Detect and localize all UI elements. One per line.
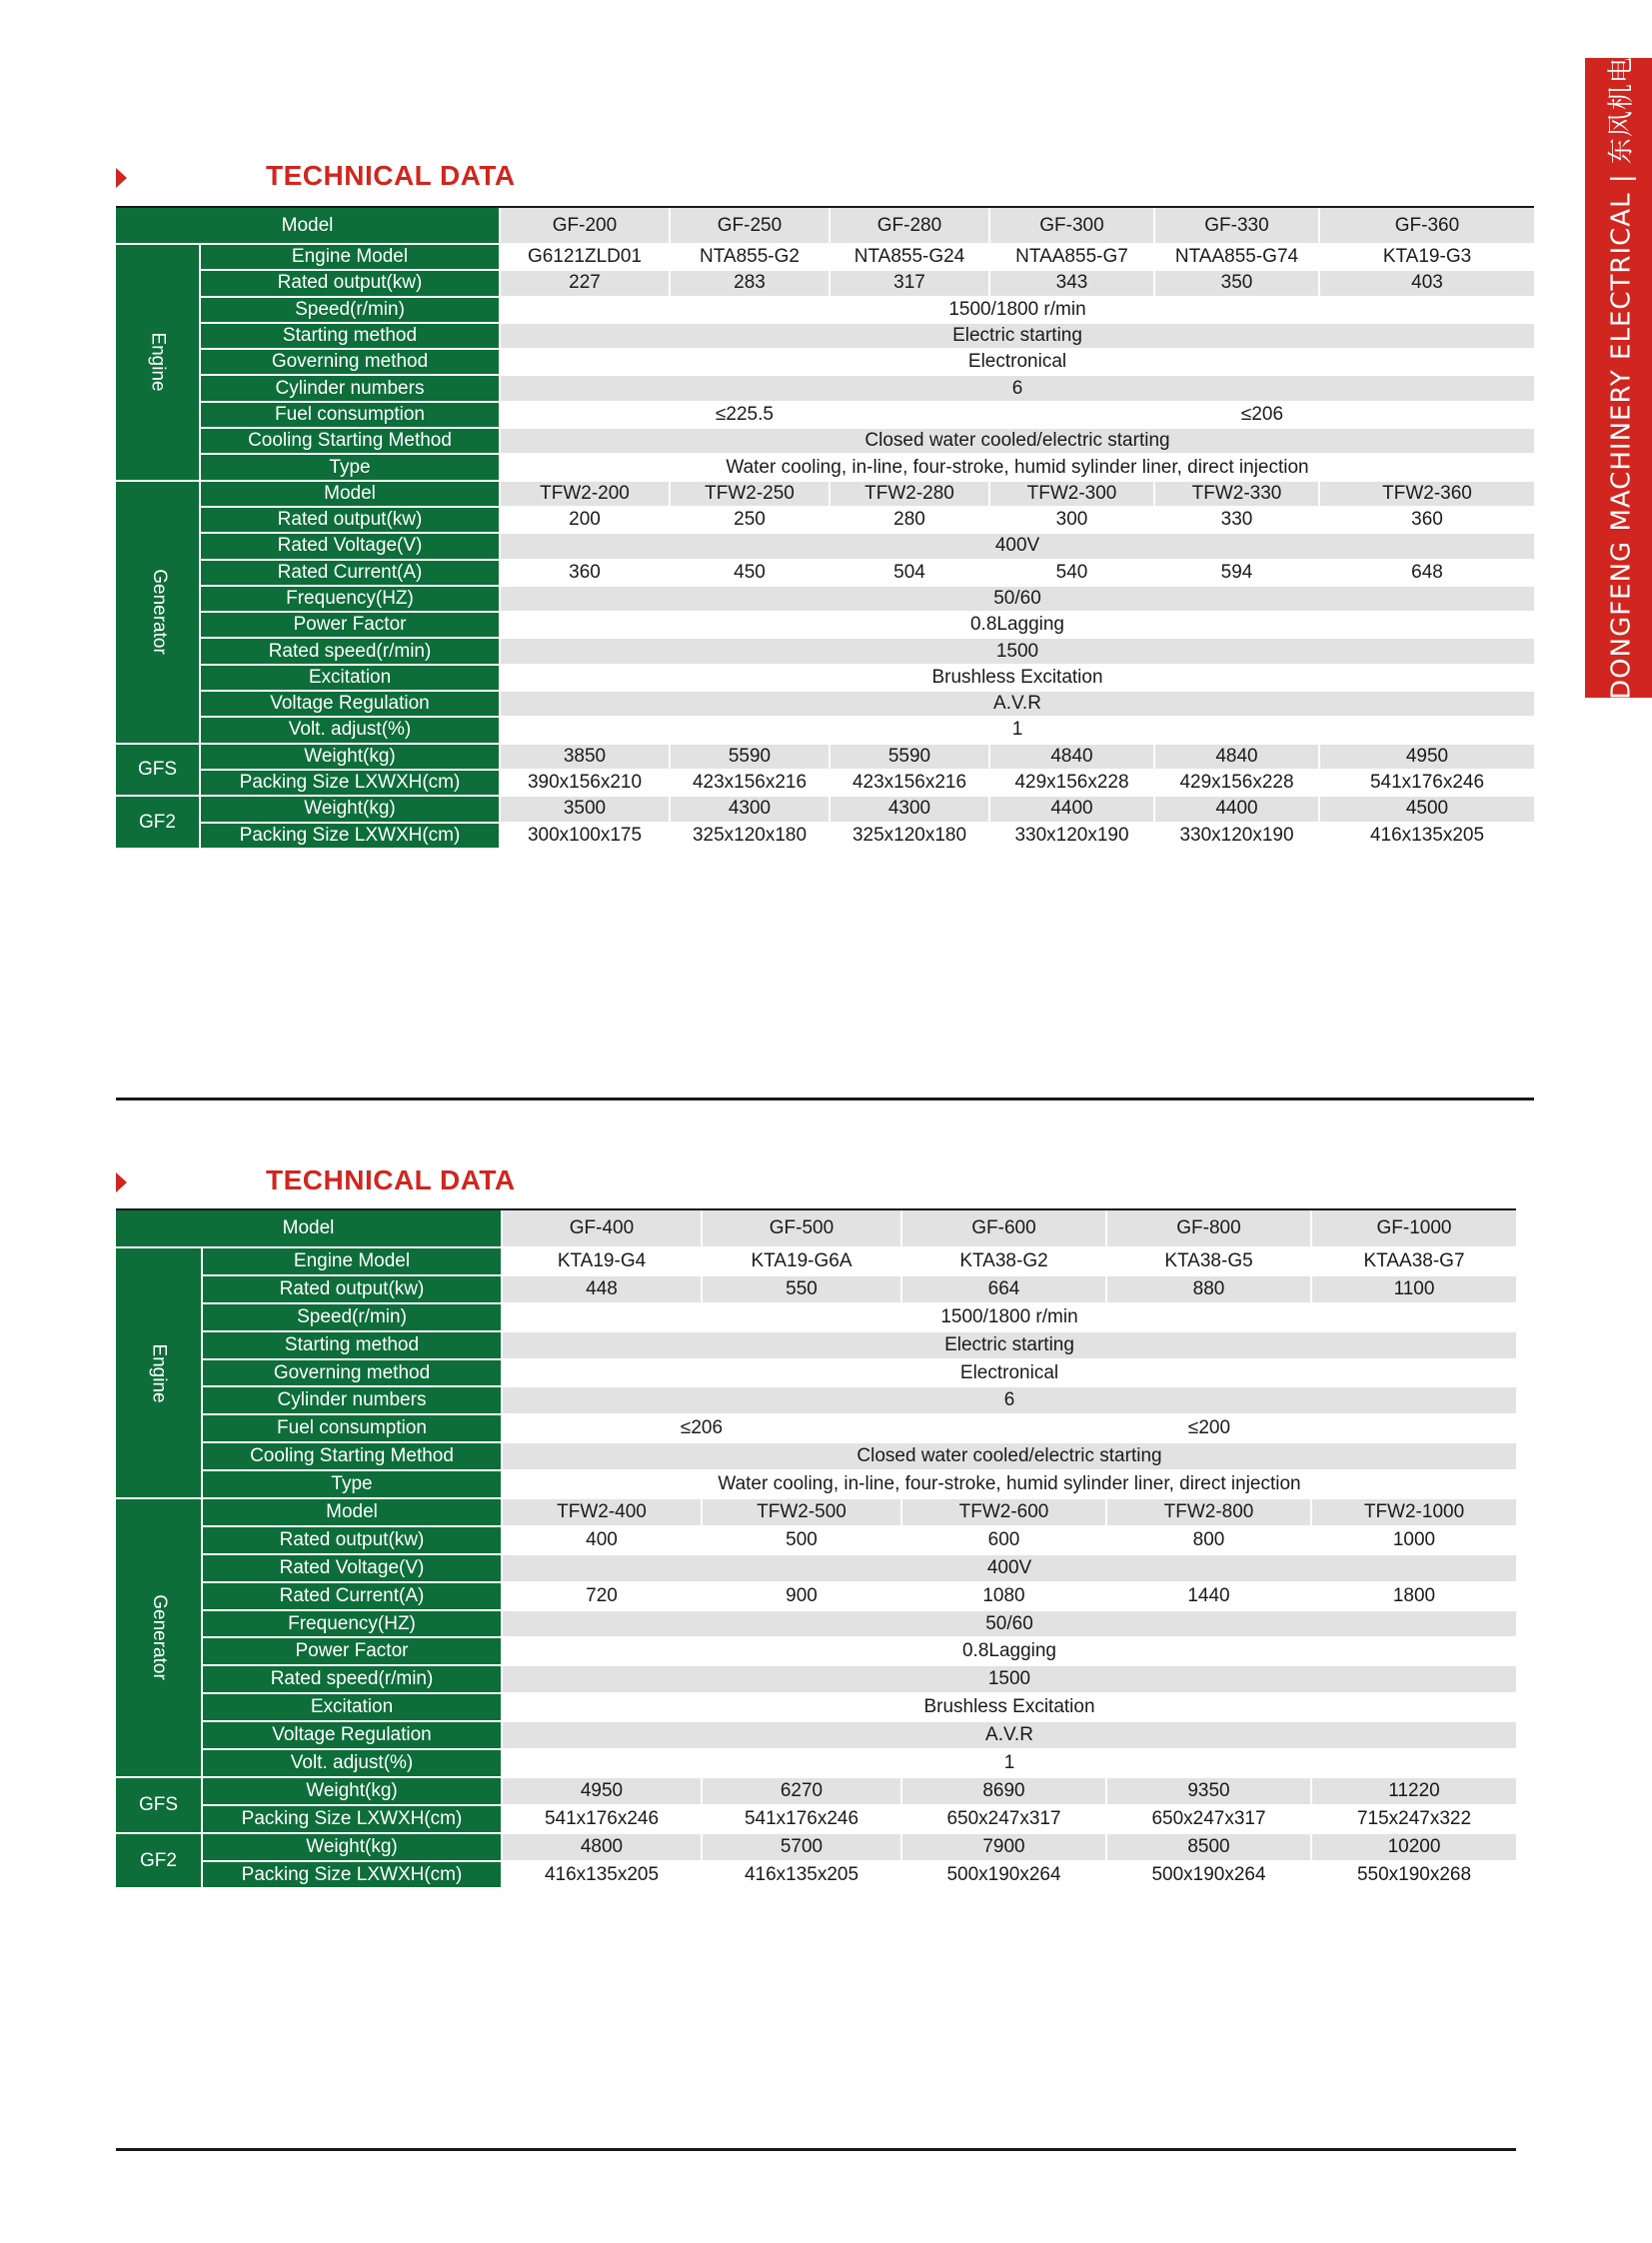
value-cell: 664 — [901, 1275, 1106, 1303]
value-cell: KTA19-G4 — [502, 1247, 702, 1275]
value-cell: 720 — [502, 1582, 702, 1610]
merged-value-cell: Electronical — [500, 349, 1534, 375]
row-label-model: Model — [200, 481, 500, 507]
table-row — [116, 297, 1534, 323]
value-cell: 550 — [702, 1275, 901, 1303]
table-row — [116, 402, 1534, 428]
value-cell: 1440 — [1106, 1582, 1311, 1610]
row-label-packing-size-lxwxh-cm: Packing Size LXWXH(cm) — [202, 1805, 502, 1833]
table-row — [116, 1498, 1516, 1526]
value-cell: 800 — [1106, 1526, 1311, 1554]
value-cell: 1800 — [1311, 1582, 1516, 1610]
side-tab — [1585, 58, 1652, 698]
value-cell: 330x120x190 — [989, 823, 1154, 849]
value-cell: 416x135x205 — [1319, 823, 1534, 849]
row-label-governing-method: Governing method — [202, 1359, 502, 1387]
value-cell: TFW2-800 — [1106, 1498, 1311, 1526]
value-cell: 429x156x228 — [1154, 770, 1319, 796]
merged-value-cell: ≤200 — [901, 1414, 1516, 1442]
value-cell: 4400 — [1154, 796, 1319, 822]
table-row — [116, 1331, 1516, 1359]
table-row — [116, 1665, 1516, 1693]
table-row — [116, 244, 1534, 270]
group-label-engine — [116, 1247, 202, 1498]
value-cell: 594 — [1154, 560, 1319, 586]
value-cell: 360 — [500, 560, 670, 586]
table-row — [116, 1554, 1516, 1582]
merged-value-cell: ≤206 — [989, 402, 1534, 428]
value-cell: 423x156x216 — [829, 770, 989, 796]
value-cell: 390x156x210 — [500, 770, 670, 796]
row-label-model: Model — [202, 1498, 502, 1526]
value-cell: 5700 — [702, 1833, 901, 1861]
row-label-voltage-regulation: Voltage Regulation — [202, 1721, 502, 1749]
value-cell: 4400 — [989, 796, 1154, 822]
table-row — [116, 744, 1534, 770]
row-label-rated-speed-r-min: Rated speed(r/min) — [200, 638, 500, 664]
table-row — [116, 1470, 1516, 1498]
merged-value-cell: Brushless Excitation — [500, 665, 1534, 691]
value-cell: 541x176x246 — [702, 1805, 901, 1833]
model-name-cell: GF-600 — [901, 1210, 1106, 1247]
value-cell: 11220 — [1311, 1777, 1516, 1805]
merged-value-cell: 1500/1800 r/min — [500, 297, 1534, 323]
row-label-power-factor: Power Factor — [202, 1637, 502, 1665]
value-cell: 325x120x180 — [829, 823, 989, 849]
value-cell: 650x247x317 — [901, 1805, 1106, 1833]
value-cell: TFW2-1000 — [1311, 1498, 1516, 1526]
value-cell: 416x135x205 — [502, 1861, 702, 1889]
row-label-rated-output-kw: Rated output(kw) — [202, 1275, 502, 1303]
row-label-weight-kg: Weight(kg) — [202, 1833, 502, 1861]
table-row — [116, 1833, 1516, 1861]
value-cell: 4800 — [502, 1833, 702, 1861]
merged-value-cell: Closed water cooled/electric starting — [500, 428, 1534, 454]
value-cell: TFW2-200 — [500, 481, 670, 507]
model-header-row — [116, 208, 1534, 244]
value-cell: 541x176x246 — [1319, 770, 1534, 796]
value-cell: 4840 — [989, 744, 1154, 770]
model-name-cell: GF-800 — [1106, 1210, 1311, 1247]
value-cell: 448 — [502, 1275, 702, 1303]
row-label-type: Type — [202, 1470, 502, 1498]
row-label-type: Type — [200, 454, 500, 480]
row-label-rated-output-kw: Rated output(kw) — [200, 507, 500, 533]
group-label-gf2 — [116, 1833, 202, 1889]
value-cell: 227 — [500, 270, 670, 296]
row-label-engine-model: Engine Model — [202, 1247, 502, 1275]
value-cell: 880 — [1106, 1275, 1311, 1303]
table-row — [116, 507, 1534, 533]
row-label-rated-speed-r-min: Rated speed(r/min) — [202, 1665, 502, 1693]
value-cell: 300x100x175 — [500, 823, 670, 849]
value-cell: 330 — [1154, 507, 1319, 533]
value-cell: 540 — [989, 560, 1154, 586]
value-cell: 317 — [829, 270, 989, 296]
value-cell: 423x156x216 — [670, 770, 829, 796]
model-name-cell: GF-500 — [702, 1210, 901, 1247]
value-cell: KTA38-G5 — [1106, 1247, 1311, 1275]
value-cell: 450 — [670, 560, 829, 586]
group-label-text: GFS — [138, 1793, 179, 1815]
table-row — [116, 796, 1534, 822]
table-row — [116, 1359, 1516, 1387]
value-cell: 5590 — [670, 744, 829, 770]
value-cell: 541x176x246 — [502, 1805, 702, 1833]
table-row — [116, 1442, 1516, 1470]
group-label-text: Engine — [148, 1342, 170, 1403]
value-cell: 5590 — [829, 744, 989, 770]
row-label-starting-method: Starting method — [202, 1331, 502, 1359]
group-label-gfs — [116, 744, 200, 797]
model-name-cell: GF-360 — [1319, 208, 1534, 244]
table-row — [116, 375, 1534, 401]
row-label-cooling-starting-method: Cooling Starting Method — [202, 1442, 502, 1470]
merged-value-cell: 6 — [500, 375, 1534, 401]
row-label-governing-method: Governing method — [200, 349, 500, 375]
table-row — [116, 481, 1534, 507]
model-name-cell: GF-250 — [670, 208, 829, 244]
value-cell: 600 — [901, 1526, 1106, 1554]
row-label-speed-r-min: Speed(r/min) — [200, 297, 500, 323]
table-row — [116, 1749, 1516, 1777]
value-cell: 343 — [989, 270, 1154, 296]
group-label-generator — [116, 481, 200, 744]
row-label-rated-voltage-v: Rated Voltage(V) — [200, 533, 500, 559]
value-cell: 648 — [1319, 560, 1534, 586]
section-title-2: TECHNICAL DATA — [266, 1164, 516, 1195]
table-row — [116, 1582, 1516, 1610]
row-label-rated-voltage-v: Rated Voltage(V) — [202, 1554, 502, 1582]
value-cell: 360 — [1319, 507, 1534, 533]
table-row — [116, 770, 1534, 796]
value-cell: 350 — [1154, 270, 1319, 296]
merged-value-cell: A.V.R — [502, 1721, 1516, 1749]
value-cell: 1100 — [1311, 1275, 1516, 1303]
value-cell: NTA855-G24 — [829, 244, 989, 270]
merged-value-cell: ≤225.5 — [500, 402, 989, 428]
value-cell: 650x247x317 — [1106, 1805, 1311, 1833]
value-cell: 429x156x228 — [989, 770, 1154, 796]
row-label-voltage-regulation: Voltage Regulation — [200, 691, 500, 717]
table-row — [116, 1693, 1516, 1721]
value-cell: 500 — [702, 1526, 901, 1554]
value-cell: TFW2-280 — [829, 481, 989, 507]
table-row — [116, 560, 1534, 586]
row-label-weight-kg: Weight(kg) — [200, 796, 500, 822]
table-row — [116, 612, 1534, 638]
table-row — [116, 533, 1534, 559]
table-row — [116, 1637, 1516, 1665]
model-name-cell: GF-330 — [1154, 208, 1319, 244]
merged-value-cell: Closed water cooled/electric starting — [502, 1442, 1516, 1470]
group-label-engine — [116, 244, 200, 481]
value-cell: 4950 — [502, 1777, 702, 1805]
value-cell: 416x135x205 — [702, 1861, 901, 1889]
table-row — [116, 454, 1534, 480]
value-cell: TFW2-330 — [1154, 481, 1319, 507]
table-row — [116, 323, 1534, 349]
value-cell: 4950 — [1319, 744, 1534, 770]
value-cell: 325x120x180 — [670, 823, 829, 849]
table-row — [116, 1805, 1516, 1833]
merged-value-cell: 50/60 — [500, 586, 1534, 612]
merged-value-cell: 1 — [500, 717, 1534, 743]
model-header-label: Model — [116, 1210, 502, 1247]
merged-value-cell: 1500 — [500, 638, 1534, 664]
value-cell: 280 — [829, 507, 989, 533]
merged-value-cell: Water cooling, in-line, four-stroke, humid sylinder liner, direct injection — [502, 1470, 1516, 1498]
value-cell: 7900 — [901, 1833, 1106, 1861]
value-cell: 550x190x268 — [1311, 1861, 1516, 1889]
table-row — [116, 1610, 1516, 1638]
merged-value-cell: ≤206 — [502, 1414, 901, 1442]
value-cell: G6121ZLD01 — [500, 244, 670, 270]
group-label-generator — [116, 1498, 202, 1777]
value-cell: TFW2-400 — [502, 1498, 702, 1526]
value-cell: 504 — [829, 560, 989, 586]
merged-value-cell: 0.8Lagging — [500, 612, 1534, 638]
value-cell: 3500 — [500, 796, 670, 822]
row-label-weight-kg: Weight(kg) — [200, 744, 500, 770]
merged-value-cell: 1500 — [502, 1665, 1516, 1693]
group-label-text: Generator — [148, 569, 170, 655]
merged-value-cell: 400V — [500, 533, 1534, 559]
merged-value-cell: Electric starting — [502, 1331, 1516, 1359]
table-row — [116, 349, 1534, 375]
merged-value-cell: 0.8Lagging — [502, 1637, 1516, 1665]
value-cell: 10200 — [1311, 1833, 1516, 1861]
value-cell: 8500 — [1106, 1833, 1311, 1861]
group-label-text: GF2 — [140, 1849, 177, 1871]
row-label-engine-model: Engine Model — [200, 244, 500, 270]
value-cell: 330x120x190 — [1154, 823, 1319, 849]
table-row — [116, 1861, 1516, 1889]
merged-value-cell: 1500/1800 r/min — [502, 1303, 1516, 1331]
row-label-speed-r-min: Speed(r/min) — [202, 1303, 502, 1331]
table-row — [116, 823, 1534, 849]
value-cell: 4500 — [1319, 796, 1534, 822]
value-cell: KTA38-G2 — [901, 1247, 1106, 1275]
arrow-right-icon — [116, 168, 127, 188]
model-name-cell: GF-1000 — [1311, 1210, 1516, 1247]
table-row — [116, 1275, 1516, 1303]
group-label-text: GF2 — [139, 811, 176, 833]
merged-value-cell: Brushless Excitation — [502, 1693, 1516, 1721]
value-cell: KTA19-G3 — [1319, 244, 1534, 270]
merged-value-cell: Water cooling, in-line, four-stroke, humid sylinder liner, direct injection — [500, 454, 1534, 480]
table-row — [116, 691, 1534, 717]
table-row — [116, 1777, 1516, 1805]
spec-table-2 — [116, 1210, 1516, 1889]
value-cell: KTA19-G6A — [702, 1247, 901, 1275]
table-row — [116, 1303, 1516, 1331]
value-cell: 1000 — [1311, 1526, 1516, 1554]
value-cell: 500x190x264 — [1106, 1861, 1311, 1889]
side-tab-text: DONGFENG MACHINERY ELECTRICAL | 东风机电 — [1606, 56, 1636, 700]
merged-value-cell: Electric starting — [500, 323, 1534, 349]
value-cell: 4300 — [829, 796, 989, 822]
row-label-cylinder-numbers: Cylinder numbers — [202, 1386, 502, 1414]
merged-value-cell: Electronical — [502, 1359, 1516, 1387]
table-row — [116, 638, 1534, 664]
value-cell: TFW2-360 — [1319, 481, 1534, 507]
table-row — [116, 1386, 1516, 1414]
row-label-power-factor: Power Factor — [200, 612, 500, 638]
table-2-bottom-rule — [116, 2148, 1516, 2151]
row-label-rated-current-a: Rated Current(A) — [202, 1582, 502, 1610]
table-row — [116, 586, 1534, 612]
value-cell: 200 — [500, 507, 670, 533]
value-cell: 4300 — [670, 796, 829, 822]
value-cell: NTA855-G2 — [670, 244, 829, 270]
row-label-weight-kg: Weight(kg) — [202, 1777, 502, 1805]
merged-value-cell: 400V — [502, 1554, 1516, 1582]
section-title-1: TECHNICAL DATA — [266, 160, 516, 191]
group-label-text: Generator — [148, 1594, 170, 1681]
model-header-label: Model — [116, 208, 500, 244]
table-row — [116, 428, 1534, 454]
value-cell: NTAA855-G74 — [1154, 244, 1319, 270]
table-row — [116, 1247, 1516, 1275]
value-cell: 715x247x322 — [1311, 1805, 1516, 1833]
value-cell: TFW2-300 — [989, 481, 1154, 507]
row-label-starting-method: Starting method — [200, 323, 500, 349]
row-label-cylinder-numbers: Cylinder numbers — [200, 375, 500, 401]
spec-table-1 — [116, 208, 1534, 850]
merged-value-cell: 6 — [502, 1386, 1516, 1414]
row-label-fuel-consumption: Fuel consumption — [200, 402, 500, 428]
value-cell: KTAA38-G7 — [1311, 1247, 1516, 1275]
model-name-cell: GF-400 — [502, 1210, 702, 1247]
row-label-excitation: Excitation — [202, 1693, 502, 1721]
row-label-excitation: Excitation — [200, 665, 500, 691]
row-label-rated-output-kw: Rated output(kw) — [202, 1526, 502, 1554]
group-label-gfs — [116, 1777, 202, 1833]
table-row — [116, 1526, 1516, 1554]
row-label-frequency-hz: Frequency(HZ) — [202, 1610, 502, 1638]
value-cell: TFW2-500 — [702, 1498, 901, 1526]
model-name-cell: GF-300 — [989, 208, 1154, 244]
model-header-row — [116, 1210, 1516, 1247]
table-row — [116, 270, 1534, 296]
group-label-gf2 — [116, 796, 200, 849]
model-name-cell: GF-200 — [500, 208, 670, 244]
table-row — [116, 1414, 1516, 1442]
row-label-volt-adjust: Volt. adjust(%) — [200, 717, 500, 743]
row-label-rated-current-a: Rated Current(A) — [200, 560, 500, 586]
value-cell: 4840 — [1154, 744, 1319, 770]
table-row — [116, 665, 1534, 691]
row-label-packing-size-lxwxh-cm: Packing Size LXWXH(cm) — [200, 770, 500, 796]
value-cell: 250 — [670, 507, 829, 533]
value-cell: 400 — [502, 1526, 702, 1554]
row-label-frequency-hz: Frequency(HZ) — [200, 586, 500, 612]
group-label-text: GFS — [137, 758, 178, 780]
value-cell: 900 — [702, 1582, 901, 1610]
model-name-cell: GF-280 — [829, 208, 989, 244]
value-cell: TFW2-600 — [901, 1498, 1106, 1526]
table-row — [116, 1721, 1516, 1749]
merged-value-cell: A.V.R — [500, 691, 1534, 717]
value-cell: 300 — [989, 507, 1154, 533]
value-cell: 6270 — [702, 1777, 901, 1805]
value-cell: 1080 — [901, 1582, 1106, 1610]
value-cell: 283 — [670, 270, 829, 296]
merged-value-cell: 50/60 — [502, 1610, 1516, 1638]
arrow-right-icon — [116, 1172, 127, 1192]
row-label-cooling-starting-method: Cooling Starting Method — [200, 428, 500, 454]
row-label-packing-size-lxwxh-cm: Packing Size LXWXH(cm) — [202, 1861, 502, 1889]
table-1-bottom-rule — [116, 1098, 1534, 1101]
value-cell: 3850 — [500, 744, 670, 770]
value-cell: 403 — [1319, 270, 1534, 296]
value-cell: NTAA855-G7 — [989, 244, 1154, 270]
group-label-text: Engine — [147, 332, 169, 392]
value-cell: TFW2-250 — [670, 481, 829, 507]
row-label-packing-size-lxwxh-cm: Packing Size LXWXH(cm) — [200, 823, 500, 849]
value-cell: 500x190x264 — [901, 1861, 1106, 1889]
row-label-rated-output-kw: Rated output(kw) — [200, 270, 500, 296]
value-cell: 8690 — [901, 1777, 1106, 1805]
merged-value-cell: 1 — [502, 1749, 1516, 1777]
row-label-fuel-consumption: Fuel consumption — [202, 1414, 502, 1442]
table-row — [116, 717, 1534, 743]
row-label-volt-adjust: Volt. adjust(%) — [202, 1749, 502, 1777]
value-cell: 9350 — [1106, 1777, 1311, 1805]
